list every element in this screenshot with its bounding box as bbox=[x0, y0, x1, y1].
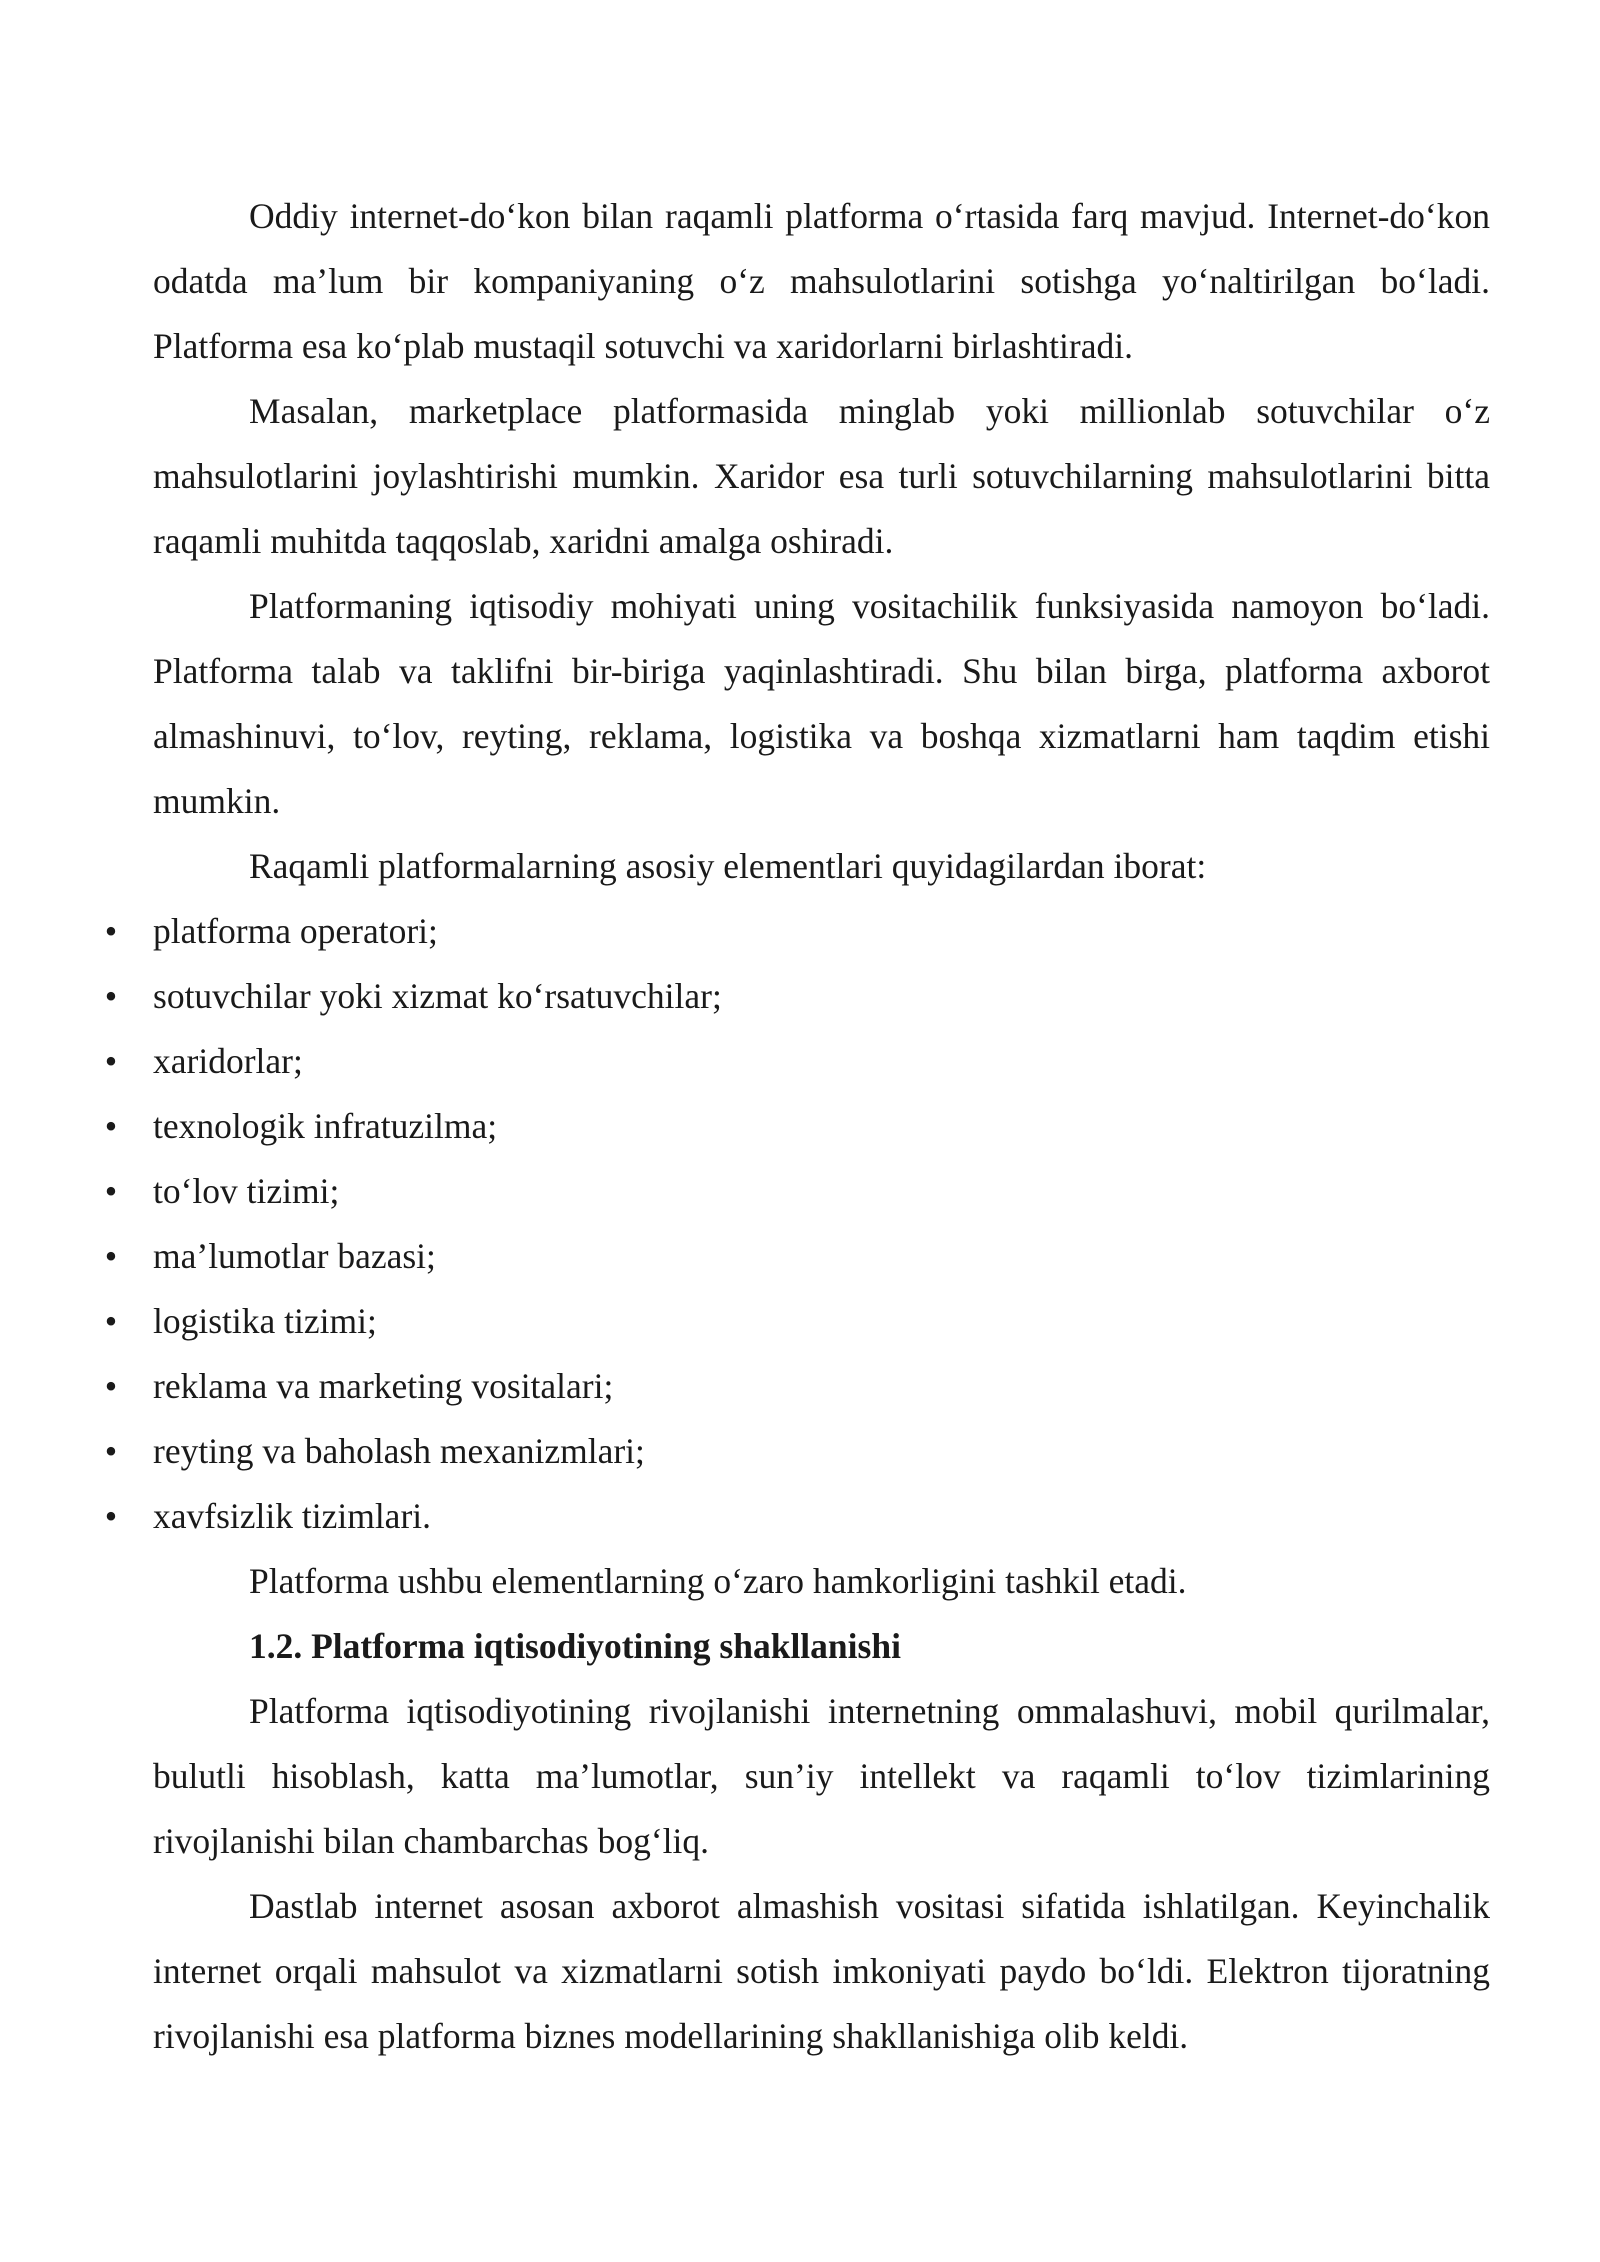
list-item-text: xaridorlar; bbox=[153, 1041, 303, 1081]
paragraph-elements-intro: Raqamli platformalarning asosiy elementlari quyidagilardan iborat: bbox=[249, 846, 1207, 886]
list-item bbox=[104, 1484, 1490, 1549]
list-item-text: sotuvchilar yoki xizmat ko‘rsatuvchilar; bbox=[153, 976, 722, 1016]
list-item bbox=[104, 1419, 1490, 1484]
list-item-text: platforma operatori; bbox=[153, 911, 438, 951]
bullet-icon: • bbox=[104, 1171, 118, 1211]
bullet-icon: • bbox=[104, 911, 118, 951]
list-item bbox=[104, 1224, 1490, 1289]
list-item-text: ma’lumotlar bazasi; bbox=[153, 1236, 436, 1276]
list-item bbox=[104, 1159, 1490, 1224]
bullet-icon: • bbox=[104, 1236, 118, 1276]
bullet-icon: • bbox=[104, 1496, 118, 1536]
section-heading: 1.2. Platforma iqtisodiyotining shakllanishi bbox=[249, 1626, 901, 1666]
bullet-icon: • bbox=[104, 1041, 118, 1081]
bullet-icon: • bbox=[104, 1431, 118, 1471]
paragraph-after-list: Platforma ushbu elementlarning o‘zaro hamkorligini tashkil etadi. bbox=[249, 1561, 1187, 1601]
paragraph-internet-store-vs-platform: Oddiy internet-do‘kon bilan raqamli platforma o‘rtasida farq mavjud. Internet-do‘kon odatda ma’lum bir kompaniyaning o‘z mahsulotlarini sotishga yo‘naltirilgan bo‘ladi. Platforma esa ko‘plab mustaqil sotuvchi va xaridorlarni birlashtiradi. bbox=[153, 196, 1490, 366]
paragraph-marketplace-example: Masalan, marketplace platformasida minglab yoki millionlab sotuvchilar o‘z mahsulotlarini joylashtirishi mumkin. Xaridor esa turli sotuvchilarning mahsulotlarini bitta raqamli muhitda taqqoslab, xaridni amalga oshiradi. bbox=[153, 391, 1490, 561]
bullet-icon: • bbox=[104, 1301, 118, 1341]
list-item-text: xavfsizlik tizimlari. bbox=[153, 1496, 432, 1536]
list-item bbox=[104, 1029, 1490, 1094]
list-item-text: reklama va marketing vositalari; bbox=[153, 1366, 614, 1406]
list-item-text: texnologik infratuzilma; bbox=[153, 1106, 498, 1146]
paragraph-development-factors: Platforma iqtisodiyotining rivojlanishi internetning ommalashuvi, mobil qurilmalar, bulutli hisoblash, katta ma’lumotlar, sun’iy intellekt va raqamli to‘lov tizimlarining rivojlanishi bilan chambarchas bog‘liq. bbox=[153, 1691, 1490, 1861]
list-item bbox=[104, 1094, 1490, 1159]
document-page bbox=[104, 184, 1490, 2069]
bullet-icon: • bbox=[104, 976, 118, 1016]
list-item bbox=[104, 1289, 1490, 1354]
list-item-text: logistika tizimi; bbox=[153, 1301, 377, 1341]
list-item-text: reyting va baholash mexanizmlari; bbox=[153, 1431, 645, 1471]
paragraph-internet-history: Dastlab internet asosan axborot almashish vositasi sifatida ishlatilgan. Keyinchalik internet orqali mahsulot va xizmatlarni sotish imkoniyati paydo bo‘ldi. Elektron tijoratning rivojlanishi esa platforma biznes modellarining shakllanishiga olib keldi. bbox=[153, 1886, 1490, 2056]
bullet-icon: • bbox=[104, 1106, 118, 1146]
paragraph-economic-essence: Platformaning iqtisodiy mohiyati uning vositachilik funksiyasida namoyon bo‘ladi. Platforma talab va taklifni bir-biriga yaqinlashtiradi. Shu bilan birga, platforma axborot almashinuvi, to‘lov, reyting, reklama, logistika va boshqa xizmatlarni ham taqdim etishi mumkin. bbox=[153, 586, 1490, 821]
list-item-text: to‘lov tizimi; bbox=[153, 1171, 340, 1211]
bullet-icon: • bbox=[104, 1366, 118, 1406]
list-item bbox=[104, 899, 1490, 964]
elements-bullet-list bbox=[104, 899, 1490, 1549]
list-item bbox=[104, 964, 1490, 1029]
list-item bbox=[104, 1354, 1490, 1419]
